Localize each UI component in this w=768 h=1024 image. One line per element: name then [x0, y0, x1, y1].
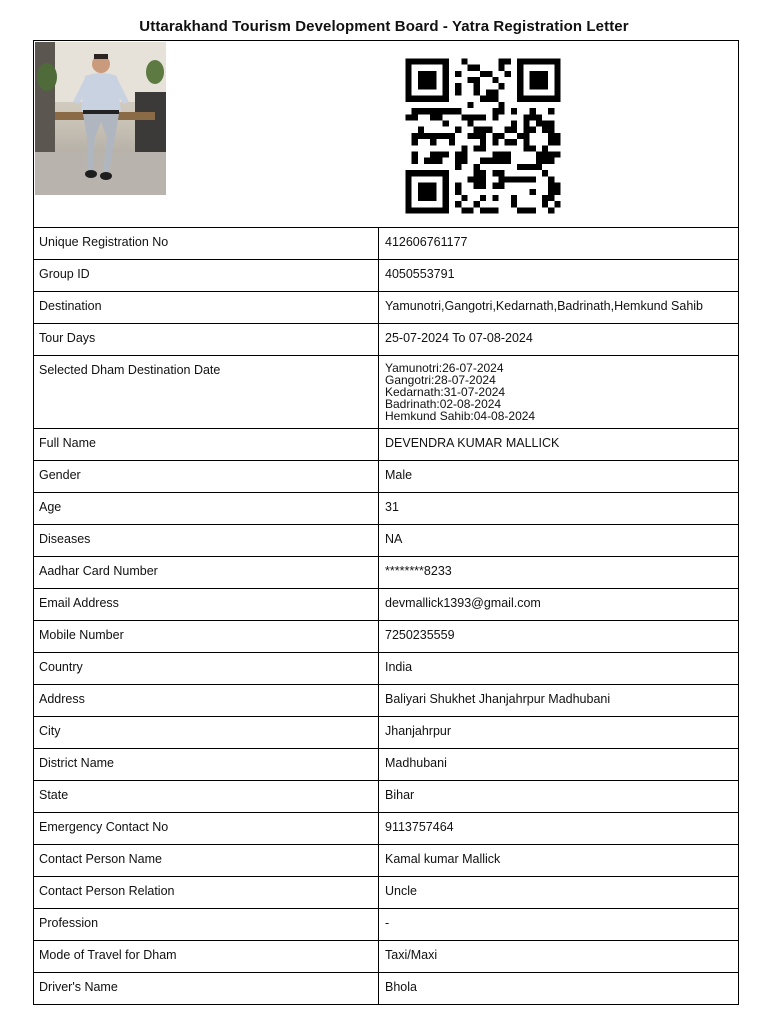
field-label: Mobile Number	[34, 621, 379, 652]
field-value: 7250235559	[385, 628, 455, 642]
table-row	[34, 717, 738, 749]
table-row	[34, 493, 738, 525]
table-row	[34, 781, 738, 813]
header-row	[34, 41, 738, 228]
photo-illustration	[35, 42, 166, 195]
table-row	[34, 621, 738, 653]
field-value: Baliyari Shukhet Jhanjahrpur Madhubani	[385, 692, 611, 706]
field-value: Bihar	[385, 788, 415, 802]
field-value: DEVENDRA KUMAR MALLICK	[385, 436, 560, 450]
dham-date-line: Gangotri:28-07-2024	[385, 373, 496, 387]
document-title: Uttarakhand Tourism Development Board - Yatra Registration Letter	[139, 18, 629, 35]
table-row	[34, 877, 738, 909]
field-label: Unique Registration No	[34, 228, 379, 259]
field-label: Full Name	[34, 429, 379, 460]
field-value: Yamunotri,Gangotri,Kedarnath,Badrinath,Hemkund Sahib	[385, 299, 704, 313]
field-label: Contact Person Name	[34, 845, 379, 876]
registrant-photo	[35, 42, 166, 195]
dham-date-line: Kedarnath:31-07-2024	[385, 385, 506, 399]
field-value: NA	[385, 532, 403, 546]
field-value	[379, 356, 738, 428]
table-row	[34, 260, 738, 292]
table-row	[34, 356, 738, 429]
dham-date-line: Hemkund Sahib:04-08-2024	[385, 409, 536, 423]
field-label: Destination	[34, 292, 379, 323]
qr-code	[386, 46, 580, 226]
field-label: Age	[34, 493, 379, 524]
table-row	[34, 973, 738, 1004]
field-label: Profession	[34, 909, 379, 940]
field-label: Selected Dham Destination Date	[34, 356, 379, 428]
table-row	[34, 324, 738, 356]
table-row	[34, 429, 738, 461]
table-row	[34, 292, 738, 324]
table-row	[34, 525, 738, 557]
field-label: Contact Person Relation	[34, 877, 379, 908]
field-value: 9113757464	[385, 820, 454, 834]
field-label: Country	[34, 653, 379, 684]
field-value: 4050553791	[385, 267, 455, 281]
table-row	[34, 589, 738, 621]
table-row	[34, 228, 738, 260]
field-value: Bhola	[385, 980, 417, 994]
field-label: Mode of Travel for Dham	[34, 941, 379, 972]
field-value: devmallick1393@gmail.com	[385, 596, 541, 610]
table-row	[34, 653, 738, 685]
table-row	[34, 845, 738, 877]
field-rows	[34, 228, 738, 1004]
field-label: State	[34, 781, 379, 812]
field-value: Jhanjahrpur	[385, 724, 452, 738]
table-row	[34, 941, 738, 973]
field-value: 412606761177	[385, 235, 468, 249]
field-value: ********8233	[385, 564, 452, 578]
field-label: Diseases	[34, 525, 379, 556]
field-value: -	[385, 916, 390, 930]
field-value: Madhubani	[385, 756, 447, 770]
dham-date-line: Badrinath:02-08-2024	[385, 397, 502, 411]
field-value: Male	[385, 468, 413, 482]
field-value: 31	[385, 500, 399, 514]
field-value: India	[385, 660, 413, 674]
field-value: Uncle	[385, 884, 417, 898]
table-row	[34, 813, 738, 845]
field-value: Taxi/Maxi	[385, 948, 438, 962]
field-value: 25-07-2024 To 07-08-2024	[385, 331, 533, 345]
table-row	[34, 461, 738, 493]
field-label: Tour Days	[34, 324, 379, 355]
field-label: City	[34, 717, 379, 748]
table-row	[34, 685, 738, 717]
field-label: Address	[34, 685, 379, 716]
field-label: District Name	[34, 749, 379, 780]
table-row	[34, 909, 738, 941]
field-label: Driver's Name	[34, 973, 379, 1004]
field-label: Emergency Contact No	[34, 813, 379, 844]
field-label: Group ID	[34, 260, 379, 291]
dham-date-line: Yamunotri:26-07-2024	[385, 361, 504, 375]
field-value: Kamal kumar Mallick	[385, 852, 501, 866]
field-label: Email Address	[34, 589, 379, 620]
field-label: Aadhar Card Number	[34, 557, 379, 588]
table-row	[34, 557, 738, 589]
field-label: Gender	[34, 461, 379, 492]
table-row	[34, 749, 738, 781]
registration-table	[33, 40, 739, 1005]
qr-code-graphic	[386, 46, 580, 226]
